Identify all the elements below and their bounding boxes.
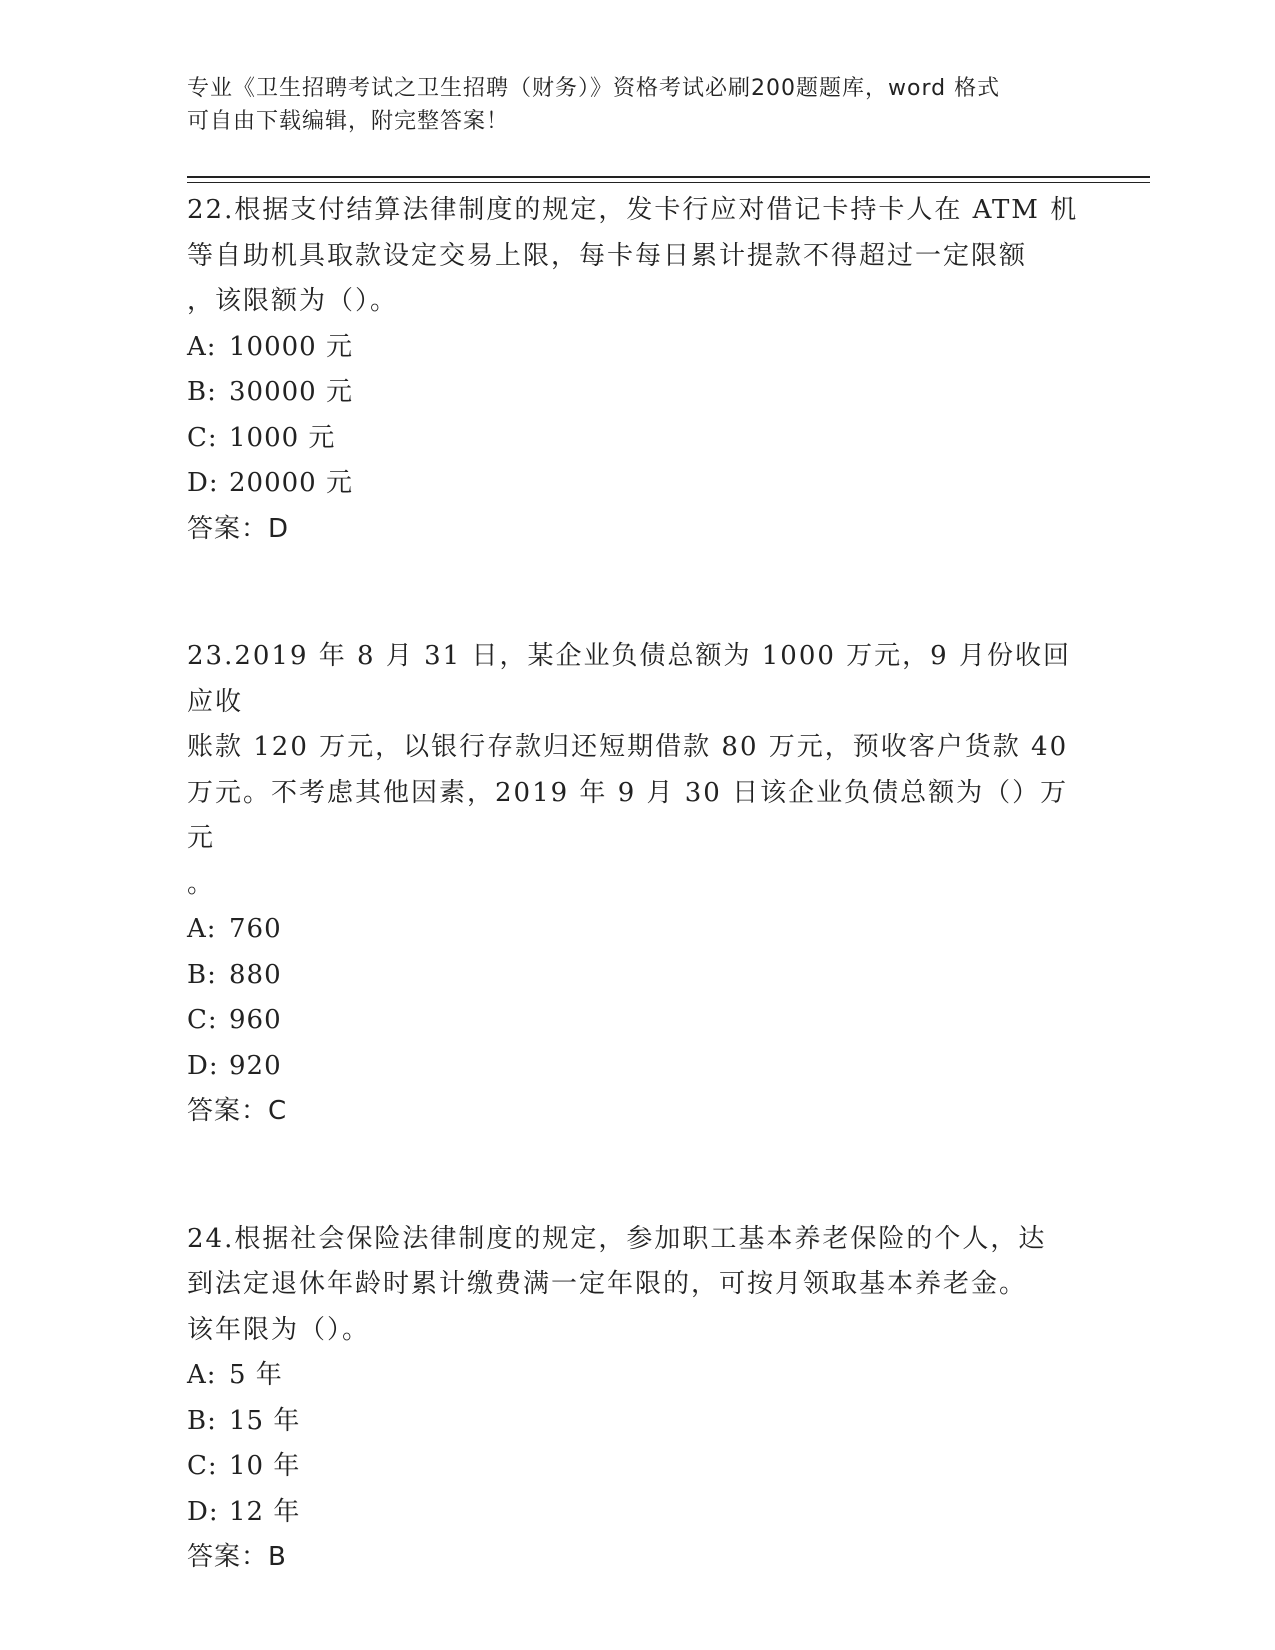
option-text: 10 年 <box>229 1451 301 1481</box>
option-label: D: <box>187 1050 219 1081</box>
question-list <box>187 188 1087 1581</box>
header-line-1: 专业《卫生招聘考试之卫生招聘（财务）》资格考试必刷200题题库，word 格式 <box>187 76 1001 101</box>
option-label: B: <box>187 1405 217 1436</box>
option-label: A: <box>187 914 217 944</box>
question-stem-line: 到法定退休年龄时累计缴费满一定年限的，可按月领取基本养老金。 <box>187 1269 1028 1299</box>
option-c <box>187 1444 1087 1490</box>
question-stem-line: 。 <box>187 868 216 899</box>
question-stem-line: 24.根据社会保险法律制度的规定，参加职工基本养老保险的个人，达 <box>187 1223 1047 1254</box>
option-text: 10000 元 <box>229 331 353 362</box>
header-divider-thin <box>187 182 1150 183</box>
option-label: C: <box>187 422 218 453</box>
option-text: 12 年 <box>229 1496 301 1527</box>
question-stem-line: 该年限为（）。 <box>187 1314 371 1345</box>
answer-line: 答案：D <box>187 513 290 544</box>
header-divider-thick <box>187 176 1150 178</box>
option-d <box>187 1044 1087 1090</box>
option-a <box>187 1353 1087 1399</box>
question-22 <box>187 188 1087 552</box>
option-label: B: <box>187 377 217 407</box>
question-stem-line: 等自助机具取款设定交易上限，每卡每日累计提款不得超过一定限额 <box>187 240 1028 271</box>
header-line-2: 可自由下载编辑，附完整答案！ <box>187 109 510 134</box>
option-a <box>187 907 1087 953</box>
answer-line: 答案：B <box>187 1542 287 1572</box>
option-label: A: <box>187 1360 217 1390</box>
option-label: C: <box>187 1451 218 1481</box>
option-b <box>187 1399 1087 1445</box>
option-label: A: <box>187 331 217 362</box>
option-c <box>187 416 1087 462</box>
question-stem-line: 22.根据支付结算法律制度的规定，发卡行应对借记卡持卡人在 ATM 机 <box>187 195 1079 225</box>
option-text: 880 <box>229 959 282 990</box>
option-text: 920 <box>229 1050 282 1081</box>
document-header <box>187 72 1067 138</box>
option-label: B: <box>187 959 217 990</box>
option-text: 960 <box>229 1005 282 1035</box>
option-text: 30000 元 <box>229 377 353 407</box>
question-24 <box>187 1217 1087 1581</box>
option-text: 760 <box>229 914 282 944</box>
option-label: D: <box>187 468 219 498</box>
question-23 <box>187 634 1087 1135</box>
option-b <box>187 370 1087 416</box>
option-d <box>187 461 1087 507</box>
option-a <box>187 325 1087 371</box>
question-stem-line: 23.2019 年 8 月 31 日，某企业负债总额为 1000 万元，9 月份收回应收 <box>187 641 1071 717</box>
question-stem-line: 万元。不考虑其他因素，2019 年 9 月 30 日该企业负债总额为（）万元 <box>187 777 1069 853</box>
answer-line: 答案：C <box>187 1096 288 1126</box>
option-label: C: <box>187 1005 218 1035</box>
option-text: 5 年 <box>229 1360 283 1390</box>
option-d <box>187 1490 1087 1536</box>
option-text: 15 年 <box>229 1405 301 1436</box>
question-stem-line: 账款 120 万元，以银行存款归还短期借款 80 万元，预收客户货款 40 <box>187 732 1069 762</box>
option-b <box>187 953 1087 999</box>
question-stem-line: ，该限额为（）。 <box>187 286 399 316</box>
option-text: 20000 元 <box>229 468 353 498</box>
option-c <box>187 998 1087 1044</box>
option-text: 1000 元 <box>229 422 336 453</box>
option-label: D: <box>187 1496 219 1527</box>
